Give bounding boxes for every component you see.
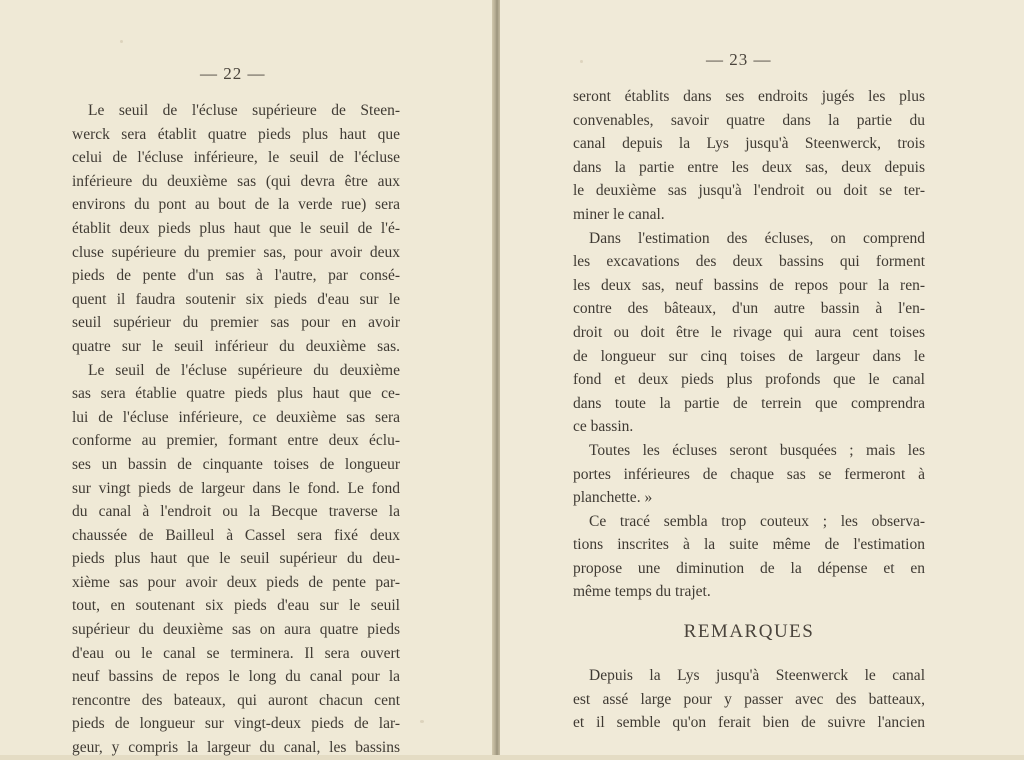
text-line: fond et deux pieds plus profonds que le canal: [573, 371, 925, 389]
text-line: établit deux pieds plus haut que le seuil de l'é-: [72, 219, 400, 237]
text-line: portes inférieures de chaque sas se fermeront à: [573, 465, 925, 483]
section-heading: REMARQUES: [683, 621, 815, 643]
text-line: rencontre des bateaux, qui auront chacun cent: [72, 691, 400, 709]
text-line: les deux sas, neuf bassins de repos pour la ren-: [573, 276, 925, 294]
text-line: est assé large pour y passer avec des batteaux,: [573, 690, 925, 708]
text-line: contre des bâteaux, d'un autre bassin à l'en-: [573, 300, 925, 318]
right-page: [500, 0, 1024, 755]
left-body-text: [72, 99, 400, 760]
text-line: xième sas pour avoir deux pieds de pente par-: [72, 573, 400, 591]
text-line: de longueur sur cinq toises de largeur dans le: [573, 347, 925, 365]
text-line: miner le canal.: [573, 205, 665, 223]
text-line: le deuxième sas jusqu'à l'endroit ou doit se ter-: [573, 182, 925, 200]
text-line: planchette. »: [573, 489, 653, 507]
text-line: et il semble qu'on ferait bien de suivre l'ancien: [573, 714, 925, 732]
text-line: dans toute la partie de terrein que comprendra: [573, 394, 925, 412]
text-line: propose une diminution de la dépense et en: [573, 559, 925, 577]
text-line: pieds de pente d'un sas à l'autre, par consé-: [72, 267, 400, 285]
text-line: seuil supérieur du premier sas pour en avoir: [72, 314, 400, 332]
page-number-right: — 23 —: [706, 50, 772, 69]
text-line: quatre sur le seuil inférieur du deuxième sas.: [72, 337, 400, 355]
text-line: seront établits dans ses endroits jugés les plus: [573, 88, 925, 105]
text-line: celui de l'écluse inférieure, le seuil de l'écluse: [72, 149, 400, 167]
text-line: Dans l'estimation des écluses, on comprend: [589, 229, 925, 247]
text-line: neuf bassins de repos le long du canal pour la: [72, 668, 400, 686]
text-line: canal depuis la Lys jusqu'à Steenwerck, trois: [573, 135, 925, 153]
text-line: pieds plus haut que le seuil supérieur du deu-: [72, 550, 400, 568]
paper-speck: [580, 60, 583, 63]
text-line: inférieure du deuxième sas (qui devra être aux: [72, 172, 400, 190]
text-line: chaussée de Bailleul à Cassel sera fixé deux: [72, 526, 400, 544]
text-line: supérieur du deuxième sas on aura quatre pieds: [72, 621, 400, 639]
text-line: Le seuil de l'écluse supérieure du deuxième: [88, 361, 400, 379]
text-line: lui de l'écluse inférieure, ce deuxième sas sera: [72, 408, 400, 426]
paper-speck: [420, 720, 424, 723]
text-line: droit ou doit être le rivage qui aura cent toises: [573, 323, 925, 341]
text-line: environs du pont au bout de la verde rue) sera: [72, 196, 400, 214]
text-line: werck sera établit quatre pieds plus haut que: [72, 125, 400, 143]
text-line: tout, en soutenant six pieds d'eau sur le seuil: [72, 597, 400, 615]
paper-speck: [120, 40, 123, 43]
page-number-left: — 22 —: [200, 64, 266, 83]
text-line: geur, y compris la largeur du canal, les bassins: [72, 739, 400, 757]
text-line: Ce tracé sembla trop couteux ; les observa-: [589, 512, 925, 530]
text-line: ses un bassin de cinquante toises de longueur: [72, 455, 400, 473]
text-line: pieds de longueur sur vingt-deux pieds de lar-: [72, 715, 400, 733]
text-line: du canal à l'endroit ou la Becque traverse la: [72, 503, 400, 521]
text-line: tions inscrites à la suite même de l'estimation: [573, 536, 925, 554]
text-line: sur vingt pieds de largeur dans le fond. Le fond: [72, 479, 400, 497]
text-line: les excavations des deux bassins qui forment: [573, 253, 925, 271]
text-line: cluse supérieure du premier sas, pour avoir deux: [72, 243, 400, 261]
text-line: conforme au premier, formant entre deux éclu-: [72, 432, 400, 450]
text-line: quent il faudra soutenir six pieds d'eau sur le: [72, 290, 400, 308]
left-page: [0, 0, 494, 755]
text-line: Depuis la Lys jusqu'à Steenwerck le canal: [589, 667, 925, 685]
text-line: convenables, savoir quatre dans la partie du: [573, 111, 925, 129]
text-line: même temps du trajet.: [573, 583, 711, 601]
text-line: dans la partie entre les deux sas, deux depuis: [573, 158, 925, 176]
text-line: sas sera établie quatre pieds plus haut que ce-: [72, 385, 400, 403]
text-line: Toutes les écluses seront busquées ; mais les: [589, 441, 925, 459]
text-line: d'eau ou le canal se terminera. Il sera ouvert: [72, 644, 400, 662]
right-body-text: [573, 85, 925, 735]
text-line: Le seuil de l'écluse supérieure de Steen-: [88, 102, 400, 119]
text-line: ce bassin.: [573, 418, 634, 436]
